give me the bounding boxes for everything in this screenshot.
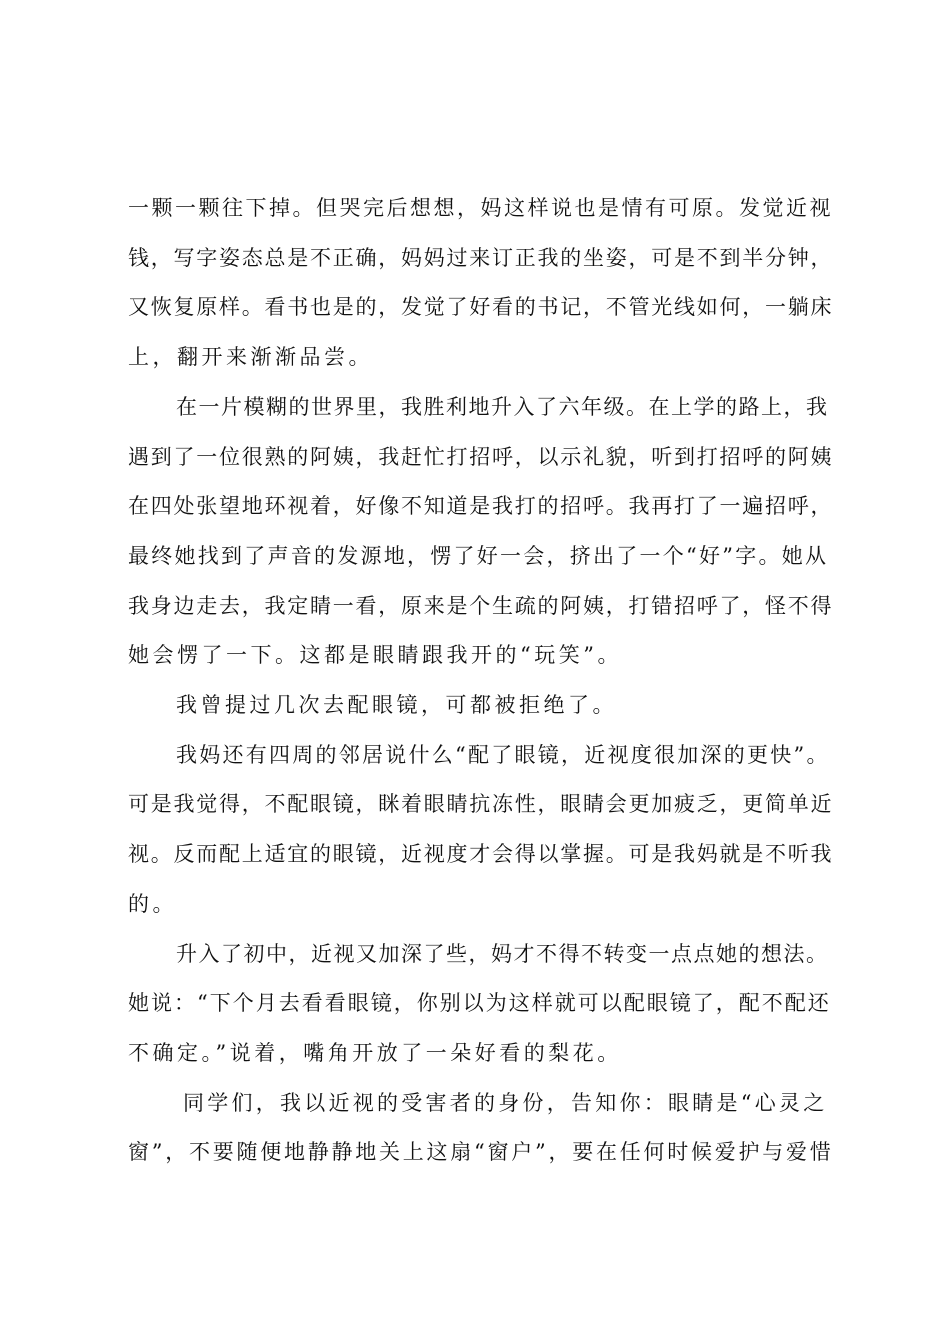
text-line: 钱，写字姿态总是不正确，妈妈过来订正我的坐姿，可是不到半分钟，	[128, 246, 834, 270]
text-line: 可是我觉得，不配眼镜，眯着眼睛抗冻性，眼睛会更加疲乏，更简单近	[128, 792, 834, 816]
text-line: 的。	[128, 892, 177, 916]
text-line: 升入了初中，近视又加深了些，妈才不得不转变一点点她的想法。	[176, 942, 829, 966]
text-line: 上，翻开来渐渐品尝。	[128, 345, 373, 369]
text-line: 视。反而配上适宜的眼镜，近视度才会得以掌握。可是我妈就是不听我	[128, 842, 834, 866]
text-line: 她会愣了一下。这都是眼睛跟我开的“玩笑”。	[128, 643, 622, 667]
text-line: 在一片模糊的世界里，我胜利地升入了六年级。在上学的路上，我	[176, 395, 829, 419]
text-line: 在四处张望地环视着，好像不知道是我打的招呼。我再打了一遍招呼，	[128, 494, 834, 518]
text-line: 窗”，不要随便地静静地关上这扇“窗户”，要在任何时候爱护与爱惜	[128, 1140, 834, 1164]
text-line: 不确定。”说着，嘴角开放了一朵好看的梨花。	[128, 1041, 622, 1065]
text-line: 我身边走去，我定睛一看，原来是个生疏的阿姨，打错招呼了，怪不得	[128, 594, 834, 618]
text-line: 一颗一颗往下掉。但哭完后想想，妈这样说也是情有可原。发觉近视	[128, 196, 833, 220]
text-line: 她说：“下个月去看看眼镜，你别以为这样就可以配眼镜了，配不配还	[128, 991, 831, 1015]
text-line: 遇到了一位很熟的阿姨，我赶忙打招呼，以示礼貌，听到打招呼的阿姨	[128, 445, 834, 469]
text-line: 我妈还有四周的邻居说什么“配了眼镜，近视度很加深的更快”。	[176, 743, 830, 767]
text-line: 同学们，我以近视的受害者的身份，告知你：眼睛是“心灵之	[183, 1091, 828, 1115]
text-line: 我曾提过几次去配眼镜，可都被拒绝了。	[176, 693, 617, 717]
text-line: 又恢复原样。看书也是的，发觉了好看的书记，不管光线如何，一躺床	[128, 295, 834, 319]
text-line: 最终她找到了声音的发源地，愣了好一会，挤出了一个“好”字。她从	[128, 544, 829, 568]
